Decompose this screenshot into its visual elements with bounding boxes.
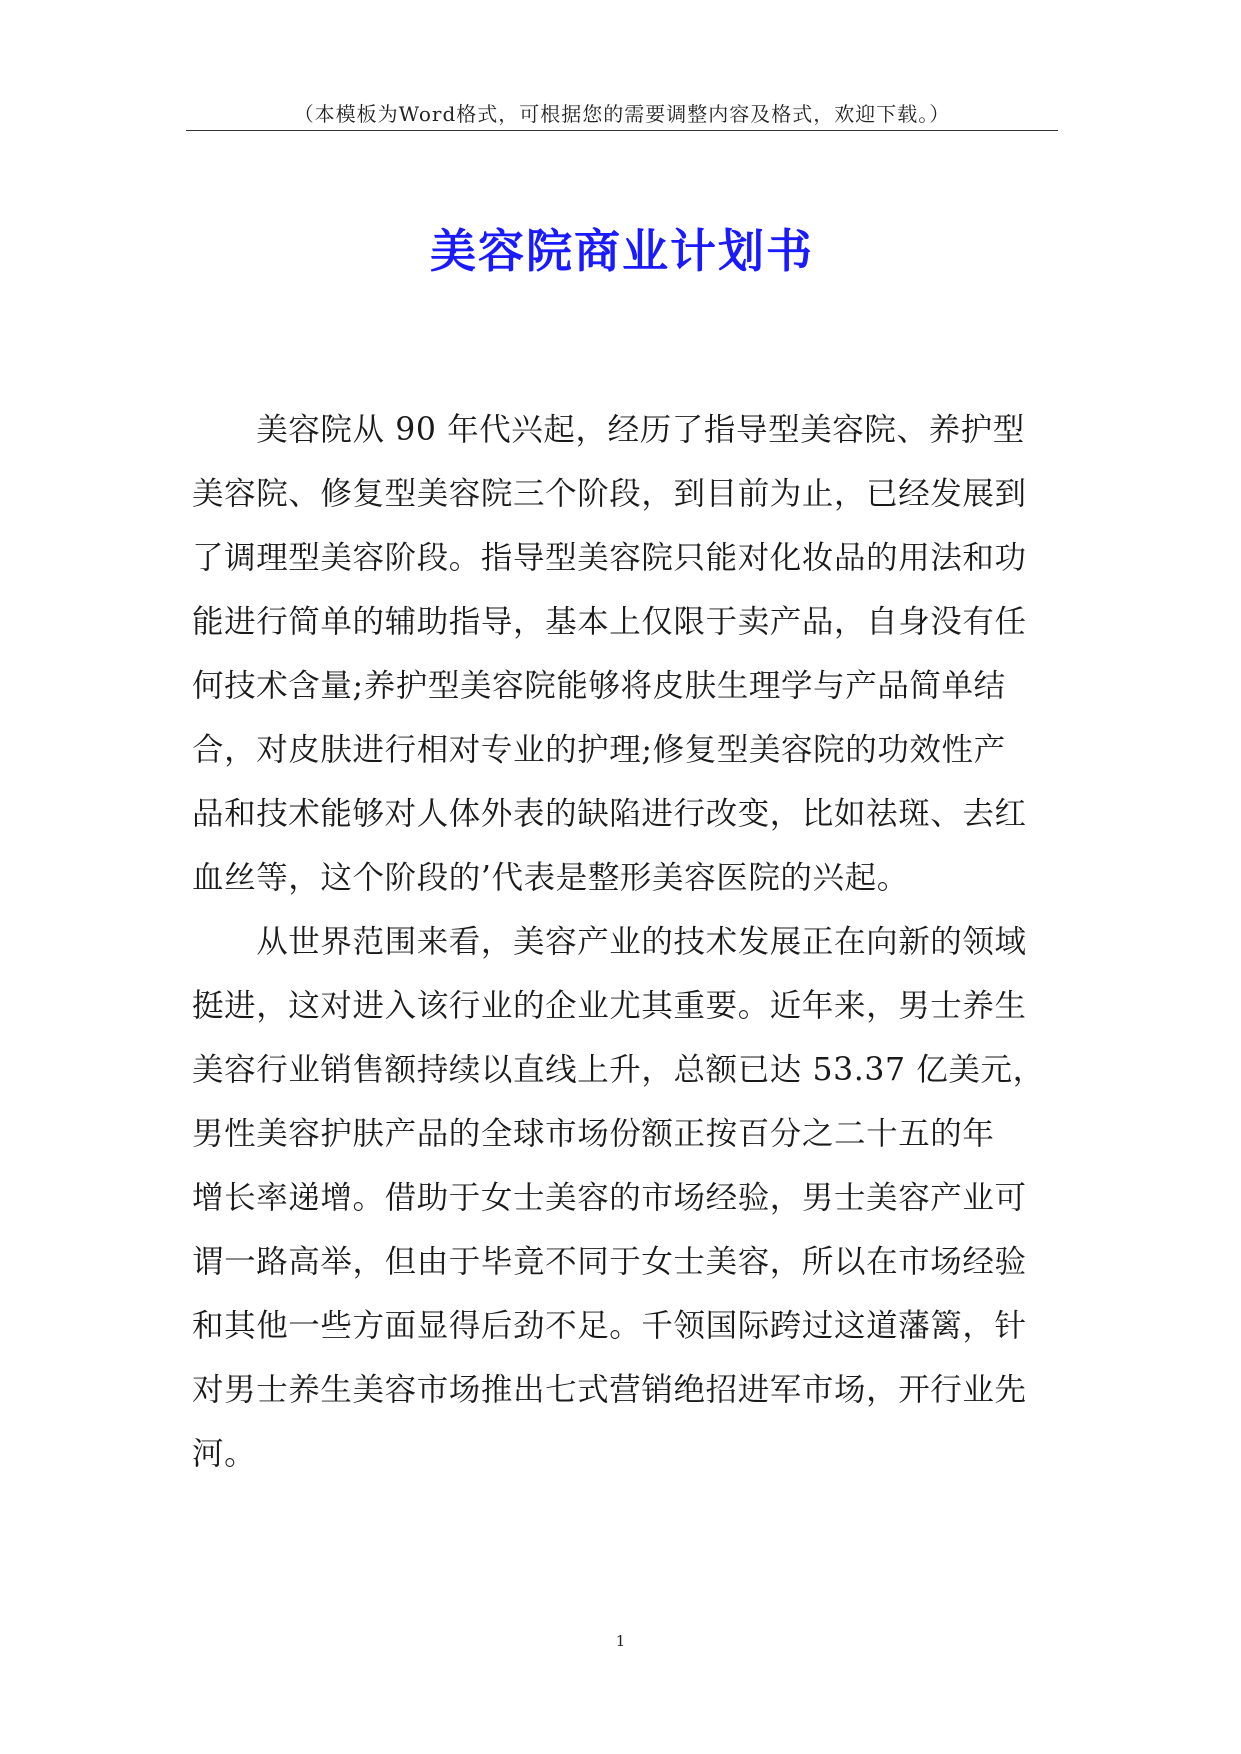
text-line: 能进行简单的辅助指导，基本上仅限于卖产品，自身没有任 [192,604,1027,640]
text-line: 合，对皮肤进行相对专业的护理;修复型美容院的功效性产 [192,732,1006,768]
header-divider [186,130,1058,131]
text-line: 男性美容护肤产品的全球市场份额正按百分之二十五的年 [192,1116,995,1152]
body-text [192,398,1062,1486]
text-line: 谓一路高举，但由于毕竟不同于女士美容，所以在市场经验 [192,1244,1027,1280]
text-line: 品和技术能够对人体外表的缺陷进行改变，比如祛斑、去红 [192,796,1027,832]
text-line: 增长率递增。借助于女士美容的市场经验，男士美容产业可 [192,1180,1027,1216]
text-line: 美容院从 90 年代兴起，经历了指导型美容院、养护型 [192,412,1025,448]
document-title: 美容院商业计划书 [430,224,814,278]
text-line: 血丝等，这个阶段的’代表是整形美容医院的兴起。 [192,860,909,896]
text-line: 何技术含量;养护型美容院能够将皮肤生理学与产品简单结 [192,668,1006,704]
text-line: 从世界范围来看，美容产业的技术发展正在向新的领域 [192,924,1027,960]
text-line: 对男士养生美容市场推出七式营销绝招进军市场，开行业先 [192,1372,1027,1408]
header-note: （本模板为Word格式，可根据您的需要调整内容及格式，欢迎下载。） [293,102,951,126]
text-line: 河。 [192,1436,257,1472]
page-number: 1 [615,1632,626,1650]
text-line: 了调理型美容阶段。指导型美容院只能对化妆品的用法和功 [192,540,1027,576]
text-line: 挺进，这对进入该行业的企业尤其重要。近年来，男士养生 [192,988,1027,1024]
text-line: 美容行业销售额持续以直线上升，总额已达 53.37 亿美元， [192,1052,1045,1088]
text-line: 和其他一些方面显得后劲不足。千领国际跨过这道藩篱，针 [192,1308,1027,1344]
text-line: 美容院、修复型美容院三个阶段，到目前为止，已经发展到 [192,476,1027,512]
